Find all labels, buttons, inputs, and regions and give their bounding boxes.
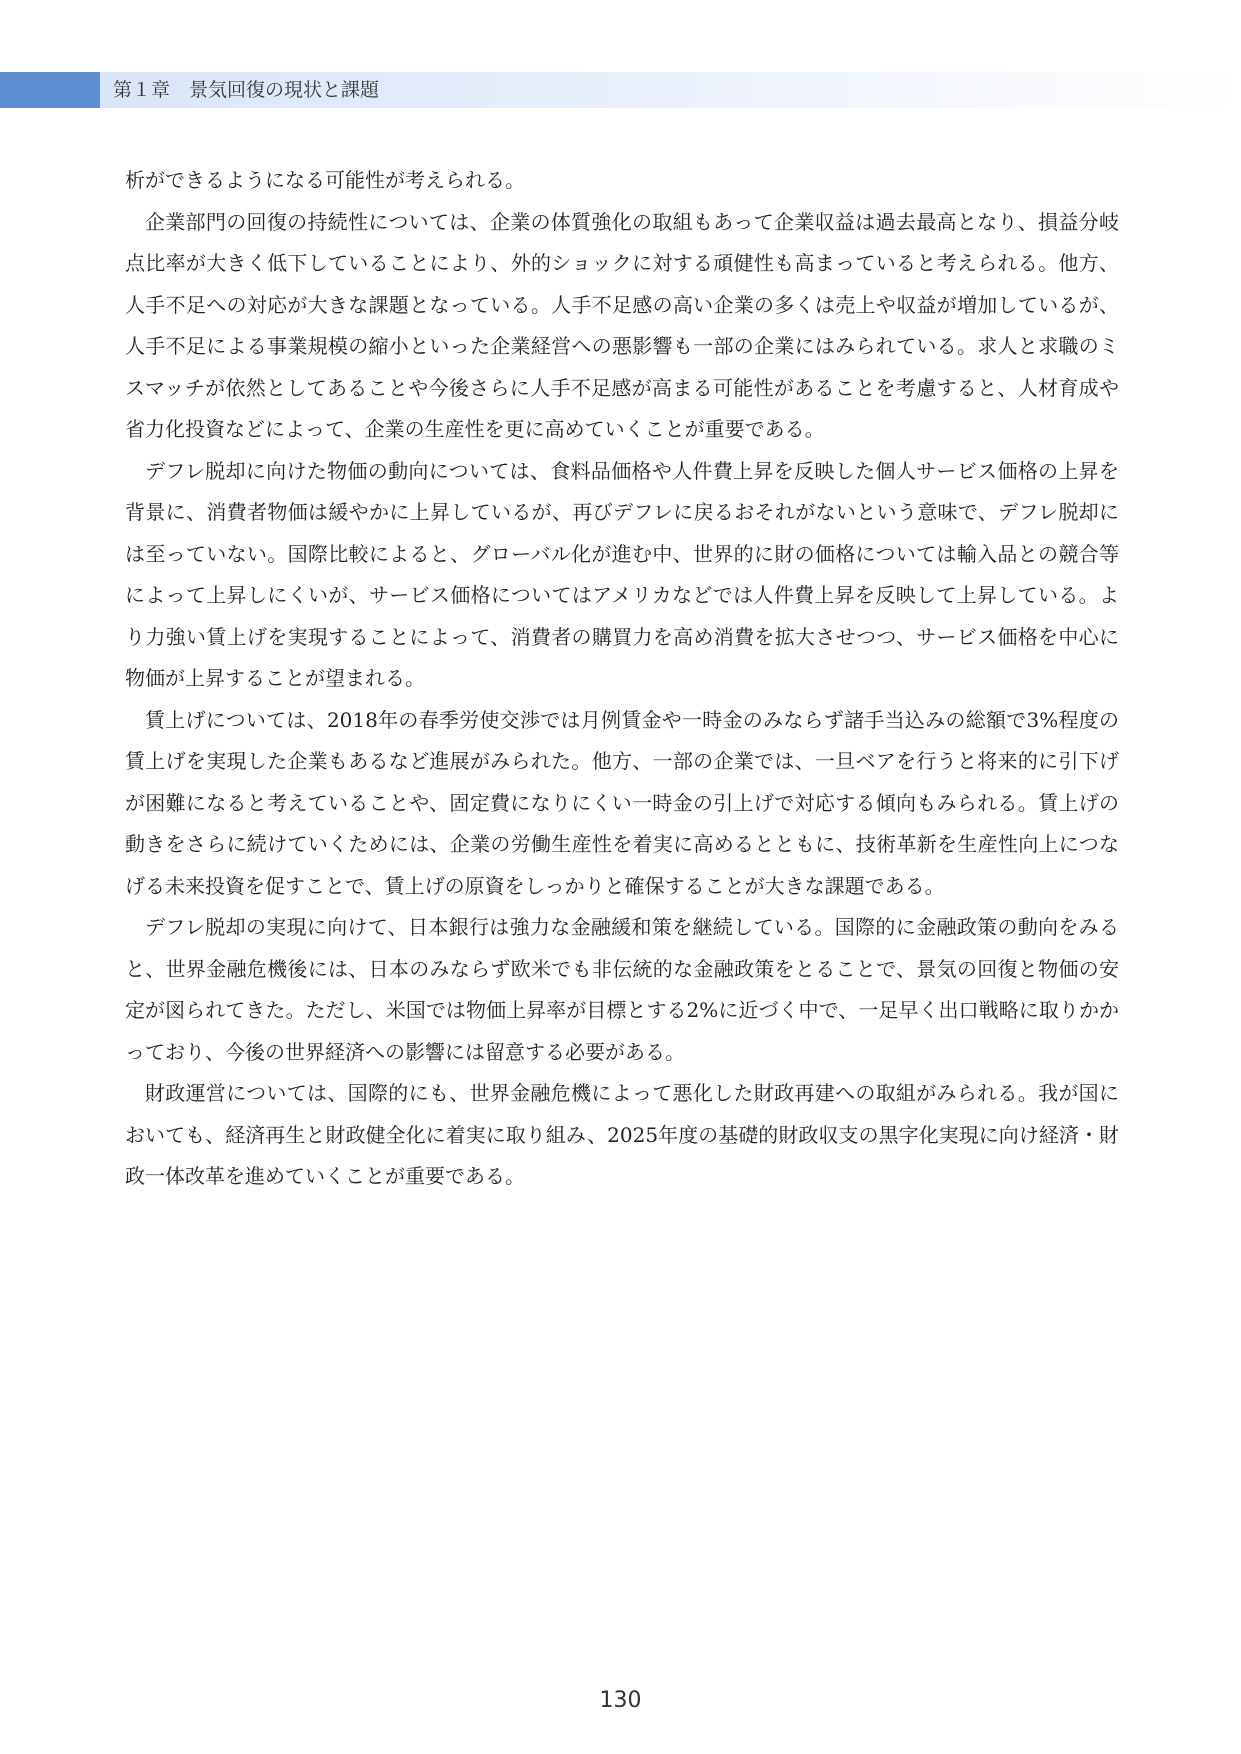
chapter-header-accent: [0, 72, 100, 108]
body-text: [125, 160, 1119, 1198]
paragraph: デフレ脱却の実現に向けて、日本銀行は強力な金融緩和策を継続している。国際的に金融政策の動向をみると、世界金融危機後には、日本のみならず欧米でも非伝統的な金融政策をとることで、景気の回復と物価の安定が図られてきた。ただし、米国では物価上昇率が目標とする2%に近づく中で、一足早く出口戦略に取りかかっており、今後の世界経済への影響には留意する必要がある。: [125, 915, 1119, 1064]
paragraph: 析ができるようになる可能性が考えられる。: [125, 168, 525, 192]
chapter-number: 第１章: [113, 79, 171, 101]
paragraph: 賃上げについては、2018年の春季労使交渉では月例賃金や一時金のみならず諸手当込みの総額で3%程度の賃上げを実現した企業もあるなど進展がみられた。他方、一部の企業では、一旦ベアを行うと将来的に引下げが困難になると考えていることや、固定費になりにくい一時金の引上げで対応する傾向もみられる。賃上げの動きをさらに続けていくためには、企業の労働生産性を着実に高めるとともに、技術革新を生産性向上につなげる未来投資を促すことで、賃上げの原資をしっかりと確保することが大きな課題である。: [125, 707, 1119, 898]
paragraph: デフレ脱却に向けた物価の動向については、食料品価格や人件費上昇を反映した個人サービス価格の上昇を背景に、消費者物価は緩やかに上昇しているが、再びデフレに戻るおそれがないという意味で、デフレ脱却には至っていない。国際比較によると、グローバル化が進む中、世界的に財の価格については輸入品との競合等によって上昇しにくいが、サービス価格についてはアメリカなどでは人件費上昇を反映して上昇している。より力強い賃上げを実現することによって、消費者の購買力を高め消費を拡大させつつ、サービス価格を中心に物価が上昇することが望まれる。: [125, 458, 1119, 690]
paragraph: 企業部門の回復の持続性については、企業の体質強化の取組もあって企業収益は過去最高となり、損益分岐点比率が大きく低下していることにより、外的ショックに対する頑健性も高まっていると考えられる。他方、人手不足への対応が大きな課題となっている。人手不足感の高い企業の多くは売上や収益が増加しているが、人手不足による事業規模の縮小といった企業経営への悪影響も一部の企業にはみられている。求人と求職のミスマッチが依然としてあることや今後さらに人手不足感が高まる可能性があることを考慮すると、人材育成や省力化投資などによって、企業の生産性を更に高めていくことが重要である。: [125, 209, 1119, 441]
chapter-header: [113, 72, 379, 108]
page-number: 130: [599, 1688, 642, 1713]
chapter-title: 景気回復の現状と課題: [189, 79, 380, 101]
paragraph: 財政運営については、国際的にも、世界金融危機によって悪化した財政再建への取組がみられる。我が国においても、経済再生と財政健全化に着実に取り組み、2025年度の基礎的財政収支の黒字化実現に向け経済・財政一体改革を進めていくことが重要である。: [125, 1081, 1119, 1188]
